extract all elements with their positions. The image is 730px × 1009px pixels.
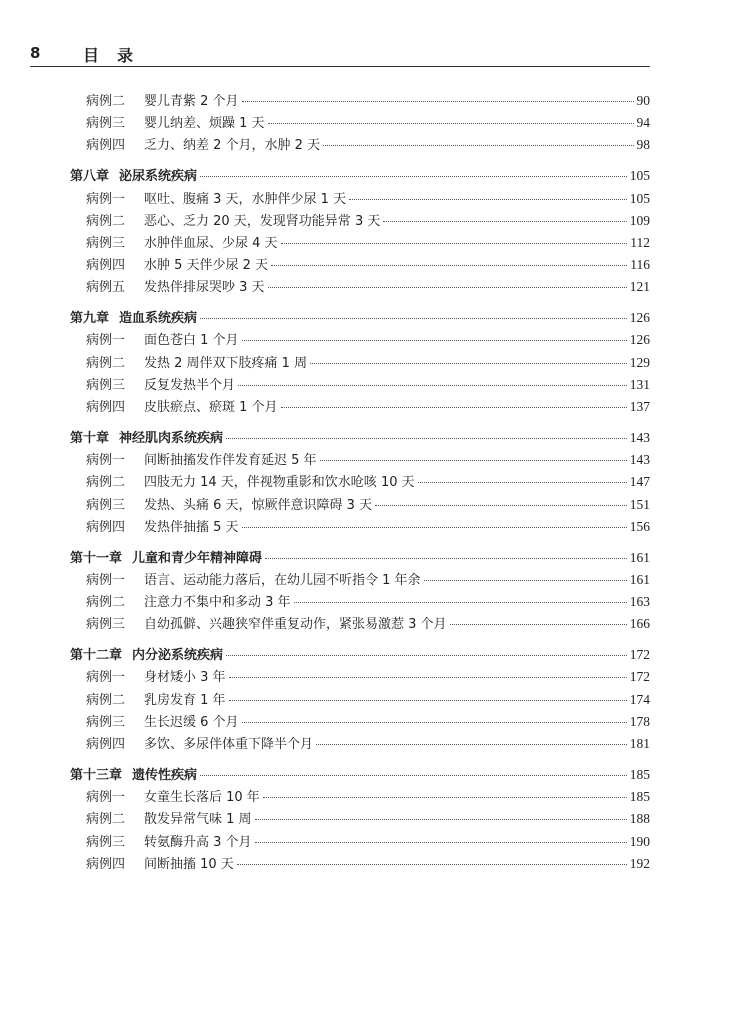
- case-label: 病例三: [86, 116, 126, 132]
- dot-leader: [450, 624, 627, 625]
- case-title: 间断抽搐 10 天: [144, 856, 234, 872]
- case-page-number: 137: [629, 399, 650, 415]
- dot-leader: [255, 842, 627, 843]
- case-label: 病例四: [86, 519, 126, 535]
- case-title: 面色苍白 1 个月: [144, 333, 239, 349]
- case-title: 转氨酶升高 3 个月: [144, 834, 252, 850]
- case-label: 病例三: [86, 235, 126, 251]
- dot-leader: [424, 580, 627, 581]
- chapter-page-number: 105: [629, 168, 650, 184]
- page-header: [30, 42, 650, 67]
- dot-leader: [281, 243, 628, 244]
- chapter-label: 第十三章: [70, 768, 123, 784]
- case-entry[interactable]: [70, 494, 650, 516]
- chapter-label: 第九章: [70, 311, 110, 327]
- dot-leader: [268, 287, 627, 288]
- case-page-number: 185: [629, 789, 650, 805]
- dot-leader: [310, 363, 627, 364]
- section-gap: [70, 418, 650, 427]
- case-page-number: 90: [636, 93, 650, 108]
- case-entry[interactable]: [70, 329, 650, 351]
- chapter-title: 泌尿系统疾病: [119, 169, 198, 185]
- dot-leader: [226, 655, 627, 656]
- case-title: 婴儿纳差、烦躁 1 天: [144, 116, 265, 132]
- case-title: 发热 2 周伴双下肢疼痛 1 周: [144, 355, 308, 371]
- case-entry[interactable]: [70, 352, 650, 374]
- case-entry[interactable]: [70, 374, 650, 396]
- case-entry[interactable]: [70, 254, 650, 276]
- case-title: 发热伴抽搐 5 天: [144, 519, 239, 535]
- dot-leader: [263, 797, 627, 798]
- case-title: 水肿 5 天伴少尿 2 天: [144, 258, 269, 274]
- case-page-number: 178: [629, 713, 650, 729]
- case-label: 病例一: [86, 453, 126, 469]
- dot-leader: [375, 505, 627, 506]
- dot-leader: [242, 527, 627, 528]
- case-entry[interactable]: [70, 689, 650, 711]
- case-entry[interactable]: [70, 188, 650, 210]
- case-page-number: 174: [629, 691, 650, 707]
- dot-leader: [200, 775, 627, 776]
- case-entry[interactable]: [70, 90, 650, 112]
- chapter-title: 内分泌系统疾病: [132, 648, 224, 664]
- case-title: 生长迟缓 6 个月: [144, 714, 239, 730]
- dot-leader: [226, 438, 627, 439]
- case-title: 身材矮小 3 年: [144, 670, 226, 686]
- dot-leader: [320, 460, 627, 461]
- case-label: 病例二: [86, 94, 126, 109]
- dot-leader: [242, 101, 634, 102]
- case-title: 散发异常气味 1 周: [144, 812, 252, 828]
- dot-leader: [268, 123, 634, 124]
- case-label: 病例一: [86, 333, 126, 349]
- case-title: 皮肤瘀点、瘀斑 1 个月: [144, 400, 278, 416]
- case-entry[interactable]: [70, 516, 650, 538]
- chapter-entry[interactable]: [70, 427, 650, 449]
- case-page-number: 129: [629, 354, 650, 370]
- case-entry[interactable]: [70, 808, 650, 830]
- case-page-number: 109: [629, 212, 650, 228]
- case-entry[interactable]: [70, 134, 650, 156]
- chapter-page-number: 143: [629, 430, 650, 446]
- section-gap: [70, 636, 650, 645]
- dot-leader: [294, 602, 627, 603]
- case-title: 注意力不集中和多动 3 年: [144, 595, 291, 611]
- page-number: 8: [30, 44, 41, 62]
- case-label: 病例二: [86, 355, 126, 371]
- case-entry[interactable]: [70, 853, 650, 875]
- case-page-number: 156: [629, 518, 650, 534]
- case-label: 病例四: [86, 400, 126, 416]
- case-title: 水肿伴血尿、少尿 4 天: [144, 235, 278, 251]
- case-page-number: 181: [629, 736, 650, 752]
- case-entry[interactable]: [70, 112, 650, 134]
- case-entry[interactable]: [70, 591, 650, 613]
- chapter-page-number: 161: [629, 549, 650, 565]
- case-title: 婴儿青紫 2 个月: [144, 94, 239, 109]
- dot-leader: [349, 199, 627, 200]
- case-title: 呕吐、腹痛 3 天，水肿伴少尿 1 天: [144, 191, 347, 207]
- case-entry[interactable]: [70, 711, 650, 733]
- chapter-label: 第十一章: [70, 550, 123, 566]
- chapter-entry[interactable]: [70, 764, 650, 786]
- case-entry[interactable]: [70, 449, 650, 471]
- case-entry[interactable]: [70, 831, 650, 853]
- case-page-number: 105: [629, 190, 650, 206]
- case-title: 四肢无力 14 天，伴视物重影和饮水呛咳 10 天: [144, 475, 415, 491]
- chapter-label: 第十二章: [70, 648, 123, 664]
- chapter-title: 神经肌肉系统疾病: [119, 431, 224, 447]
- case-page-number: 131: [629, 376, 650, 392]
- dot-leader: [242, 722, 627, 723]
- case-page-number: 151: [629, 496, 650, 512]
- case-page-number: 161: [629, 571, 650, 587]
- case-label: 病例三: [86, 497, 126, 513]
- case-title: 间断抽搐发作伴发育延迟 5 年: [144, 453, 317, 469]
- case-label: 病例三: [86, 617, 126, 633]
- chapter-label: 第十章: [70, 431, 110, 447]
- case-label: 病例四: [86, 258, 126, 274]
- dot-leader: [255, 819, 627, 820]
- case-page-number: 94: [636, 115, 650, 131]
- case-page-number: 116: [630, 257, 650, 273]
- dot-leader: [265, 558, 627, 559]
- case-label: 病例二: [86, 692, 126, 708]
- dot-leader: [242, 340, 627, 341]
- dot-leader: [229, 700, 627, 701]
- case-label: 病例一: [86, 790, 126, 806]
- chapter-title: 遗传性疾病: [132, 768, 198, 784]
- case-title: 语言、运动能力落后，在幼儿园不听指令 1 年余: [144, 572, 421, 588]
- case-label: 病例二: [86, 595, 126, 611]
- chapter-title: 儿童和青少年精神障碍: [132, 550, 263, 566]
- case-title: 女童生长落后 10 年: [144, 790, 260, 806]
- dot-leader: [383, 221, 626, 222]
- case-page-number: 190: [629, 833, 650, 849]
- chapter-entry[interactable]: [70, 644, 650, 666]
- dot-leader: [238, 385, 627, 386]
- case-title: 乏力、纳差 2 个月，水肿 2 天: [144, 138, 321, 154]
- case-page-number: 147: [629, 474, 650, 490]
- case-label: 病例二: [86, 475, 126, 491]
- chapter-page-number: 185: [629, 767, 650, 783]
- chapter-entry[interactable]: [70, 307, 650, 329]
- case-entry[interactable]: [70, 733, 650, 755]
- dot-leader: [281, 407, 627, 408]
- section-gap: [70, 538, 650, 547]
- dot-leader: [418, 482, 627, 483]
- case-page-number: 121: [629, 279, 650, 295]
- section-gap: [70, 298, 650, 307]
- case-title: 乳房发育 1 年: [144, 692, 226, 708]
- case-page-number: 192: [629, 855, 650, 871]
- case-label: 病例三: [86, 377, 126, 393]
- dot-leader: [316, 744, 627, 745]
- case-label: 病例一: [86, 670, 126, 686]
- case-page-number: 126: [629, 332, 650, 348]
- section-gap: [70, 755, 650, 764]
- case-label: 病例四: [86, 138, 126, 154]
- case-label: 病例一: [86, 191, 126, 207]
- case-page-number: 98: [636, 137, 650, 153]
- case-page-number: 172: [629, 669, 650, 685]
- dot-leader: [200, 318, 627, 319]
- chapter-entry[interactable]: [70, 165, 650, 187]
- case-entry[interactable]: [70, 666, 650, 688]
- case-title: 反复发热半个月: [144, 377, 236, 393]
- case-entry[interactable]: [70, 613, 650, 635]
- case-label: 病例一: [86, 572, 126, 588]
- case-label: 病例二: [86, 213, 126, 229]
- case-label: 病例五: [86, 280, 126, 296]
- case-entry[interactable]: [70, 232, 650, 254]
- case-title: 恶心、乏力 20 天，发现肾功能异常 3 天: [144, 213, 381, 229]
- case-label: 病例三: [86, 714, 126, 730]
- case-page-number: 166: [629, 616, 650, 632]
- page-title: 目录: [83, 46, 152, 65]
- case-page-number: 163: [629, 594, 650, 610]
- case-page-number: 188: [629, 811, 650, 827]
- case-label: 病例三: [86, 834, 126, 850]
- case-page-number: 112: [630, 234, 650, 250]
- chapter-title: 造血系统疾病: [119, 311, 198, 327]
- dot-leader: [271, 265, 627, 266]
- table-of-contents: [70, 90, 650, 875]
- chapter-label: 第八章: [70, 169, 110, 185]
- case-label: 病例四: [86, 737, 126, 753]
- dot-leader: [237, 864, 627, 865]
- case-entry[interactable]: [70, 786, 650, 808]
- case-entry[interactable]: [70, 471, 650, 493]
- case-page-number: 143: [629, 452, 650, 468]
- case-entry[interactable]: [70, 276, 650, 298]
- case-entry[interactable]: [70, 569, 650, 591]
- case-title: 发热伴排尿哭吵 3 天: [144, 280, 265, 296]
- dot-leader: [229, 677, 627, 678]
- case-entry[interactable]: [70, 396, 650, 418]
- dot-leader: [200, 176, 627, 177]
- case-title: 发热、头痛 6 天，惊厥伴意识障碍 3 天: [144, 497, 373, 513]
- case-entry[interactable]: [70, 210, 650, 232]
- case-title: 多饮、多尿伴体重下降半个月: [144, 737, 314, 753]
- dot-leader: [323, 145, 633, 146]
- case-title: 自幼孤僻、兴趣狭窄伴重复动作，紧张易激惹 3 个月: [144, 617, 447, 633]
- section-gap: [70, 157, 650, 166]
- chapter-page-number: 126: [629, 310, 650, 326]
- case-label: 病例四: [86, 856, 126, 872]
- chapter-page-number: 172: [629, 647, 650, 663]
- chapter-entry[interactable]: [70, 547, 650, 569]
- case-label: 病例二: [86, 812, 126, 828]
